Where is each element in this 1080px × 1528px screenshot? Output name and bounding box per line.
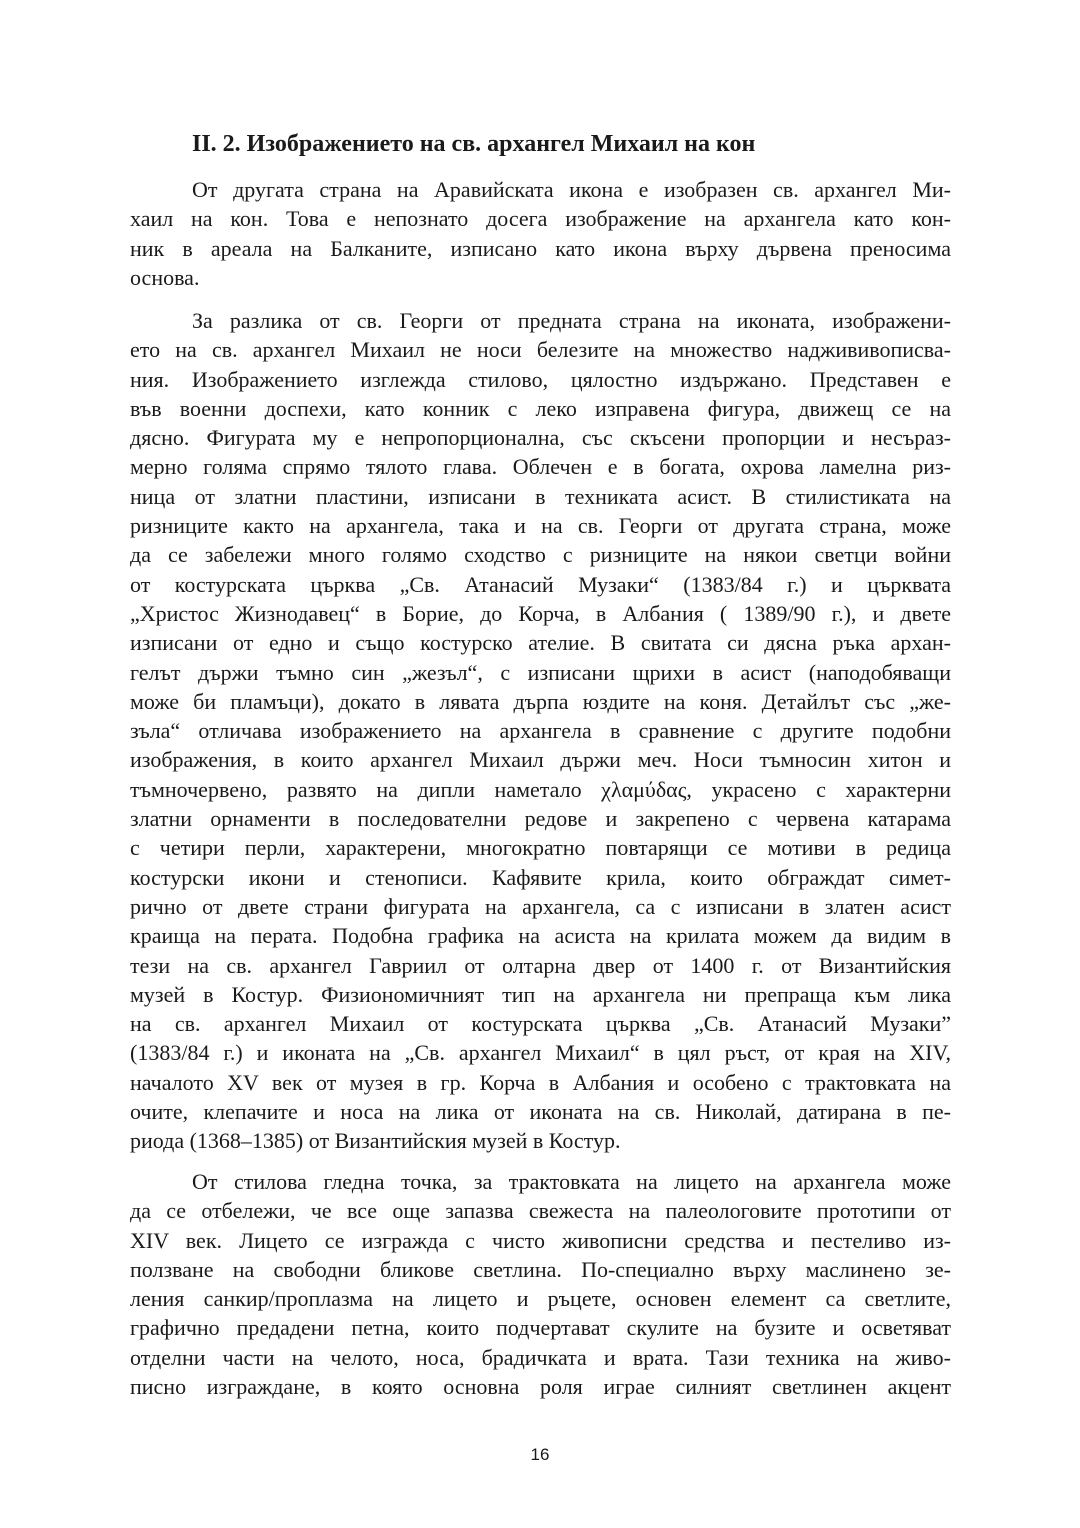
paragraph-2 [130, 306, 951, 1156]
text-line: да се забележи много голямо сходство с ризниците на някои светци войни [130, 542, 951, 568]
text-line: да се отбележи, че все още запазва свежеста на палеологовите прототипи от [130, 1198, 951, 1224]
text-line: XIV век. Лицето се изгражда с чисто живописни средства и пестеливо из- [130, 1227, 951, 1253]
text-line: от костурската църква „Св. Атанасий Музаки“ (1383/84 г.) и църквата [130, 571, 951, 597]
text-line: От стилова гледна точка, за трактовката на лицето на архангела може [192, 1169, 951, 1194]
text-line: с четири перли, характерени, многократно повтарящи се мотиви в редица [130, 835, 951, 861]
page-number: 16 [530, 1445, 550, 1464]
text-line: риода (1368–1385) от Византийския музей в Костур. [130, 1128, 621, 1154]
section-heading: II. 2. Изображението на св. архангел Михаил на кон [192, 131, 756, 157]
text-line: писно изграждане, в която основна роля играе силният светлинен акцент [130, 1374, 951, 1400]
text-line: дясно. Фигурата му е непропорционална, със скъсени пропорции и несъраз- [130, 425, 951, 451]
text-line: костурски икони и стенописи. Кафявите крила, които обграждат симет- [130, 864, 951, 890]
text-line: музей в Костур. Физиономичният тип на архангела ни препраща към лика [130, 981, 951, 1007]
text-line: ница от златни пластини, изписани в техниката асист. В стилистиката на [130, 483, 951, 509]
text-line: (1383/84 г.) и иконата на „Св. архангел Михаил“ в цял ръст, от края на XIV, [130, 1040, 951, 1066]
text-line: тъмночервено, развято на дипли наметало χλαμύδας, украсено с характерни [130, 776, 951, 802]
text-line: „Христос Жизнодавец“ в Борие, до Корча, в Албания ( 1389/90 г.), и двете [130, 600, 951, 626]
text-line: изписани от едно и също костурско ателие. В свитата си дясна ръка архан- [130, 630, 951, 656]
text-line: основа. [130, 264, 200, 290]
text-line: началото XV век от музея в гр. Корча в Албания и особено с трактовката на [130, 1069, 951, 1095]
text-line: тези на св. архангел Гавриил от олтарна двер от 1400 г. от Византийския [130, 952, 951, 978]
text-line: хаил на кон. Това е непознато досега изображение на архангела като кон- [130, 206, 951, 232]
text-line: златни орнаменти в последователни редове и закрепено с червена катарама [130, 806, 951, 832]
text-line: на св. архангел Михаил от костурската църква „Св. Атанасий Музаки” [130, 1011, 951, 1037]
text-line: гелът държи тъмно син „жезъл“, с изписани щрихи в асист (наподобяващи [130, 659, 951, 685]
text-line: ния. Изображението изглежда стилово, цялостно издържано. Представен е [130, 366, 951, 392]
text-line: отделни части на челото, носа, брадичката и врата. Тази техника на живо- [130, 1344, 951, 1370]
text-line: мерно голяма спрямо тялото глава. Облечен е в богата, охрова ламелна риз- [130, 454, 951, 480]
text-line: зъла“ отличава изображението на архангела в сравнение с другите подобни [130, 718, 951, 744]
text-line: краища на перата. Подобна графика на асиста на крилата можем да видим в [130, 923, 951, 949]
text-line: ползване на свободни бликове светлина. По-специално върху маслинено зе- [130, 1256, 951, 1282]
paragraph-3 [130, 1167, 951, 1401]
text-line: ризниците както на архангела, така и на св. Георги от другата страна, може [130, 513, 951, 539]
text-line: може би пламъци), докато в лявата дърпа юздите на коня. Детайлът със „же- [130, 688, 951, 714]
paragraph-1 [130, 175, 951, 292]
text-line: ления санкир/проплазма на лицето и ръцете, основен елемент са светлите, [130, 1286, 951, 1312]
text-line: графично предадени петна, които подчертават скулите на бузите и осветяват [130, 1315, 951, 1341]
text-line: очите, клепачите и носа на лика от иконата на св. Николай, датирана в пе- [130, 1099, 951, 1125]
text-line: във военни доспехи, като конник с леко изправена фигура, движещ се на [130, 395, 951, 421]
text-line: От другата страна на Аравийската икона е изобразен св. архангел Ми- [192, 177, 951, 202]
text-line: ник в ареала на Балканите, изписано като икона върху дървена преносима [130, 235, 951, 261]
text-line: рично от двете страни фигурата на архангела, са с изписани в златен асист [130, 893, 951, 919]
text-line: За разлика от св. Георги от предната страна на иконата, изображени- [192, 308, 951, 333]
text-line: ето на св. архангел Михаил не носи белезите на множество наджививописва- [130, 337, 951, 363]
text-line: изображения, в които архангел Михаил държи меч. Носи тъмносин хитон и [130, 747, 951, 773]
